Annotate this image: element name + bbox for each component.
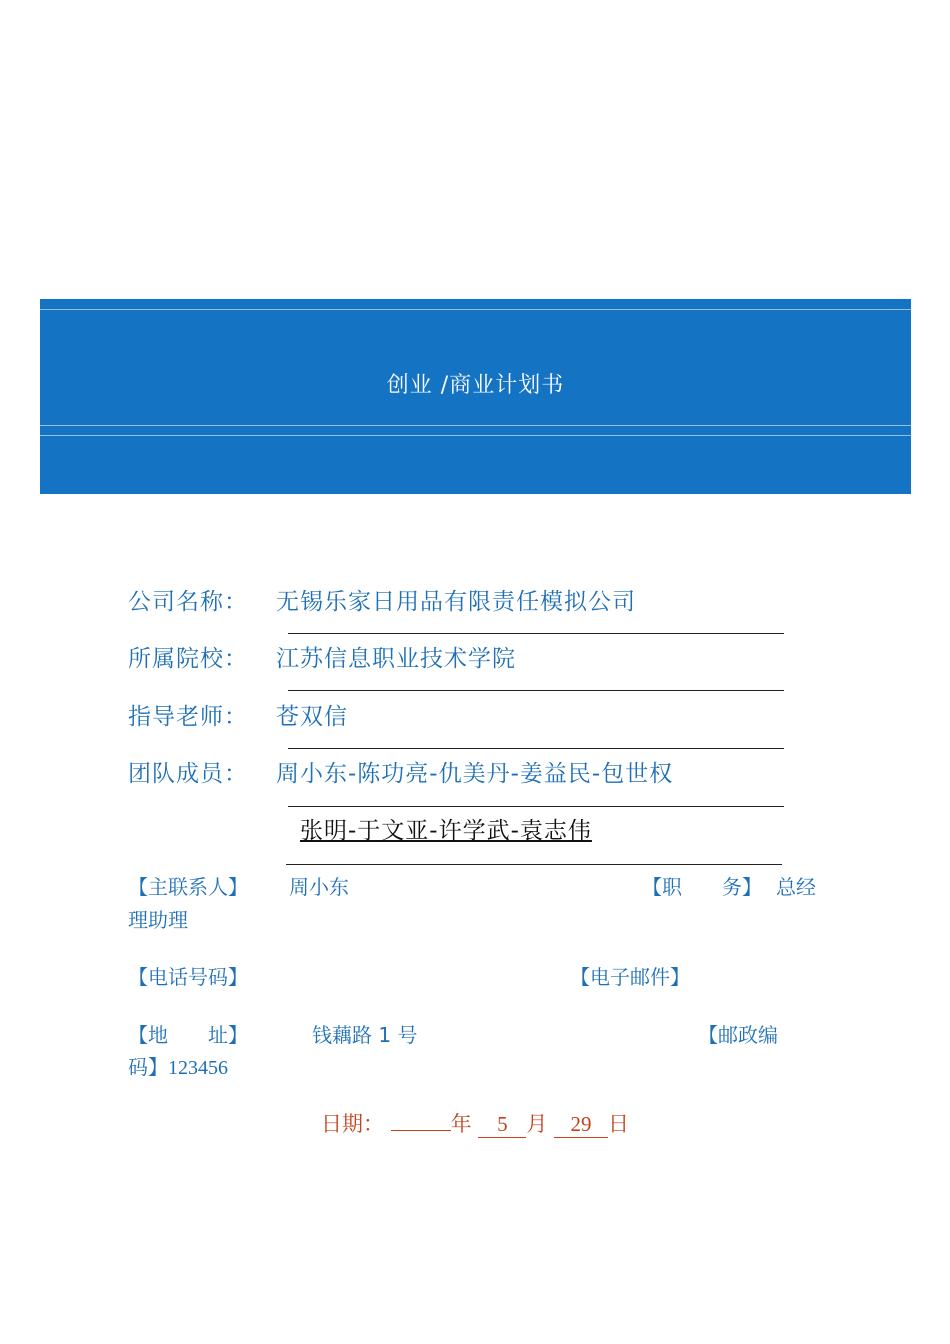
date-year-unit: 年	[450, 1112, 472, 1136]
advisor-underline	[288, 748, 784, 749]
banner-divider-middle	[40, 425, 911, 426]
postal-value: 123456	[168, 1057, 228, 1079]
date-day-unit: 日	[608, 1112, 630, 1136]
company-value: 无锡乐家日用品有限责任模拟公司	[276, 589, 636, 615]
phone-label: 【电话号码】	[128, 965, 248, 989]
company-underline	[288, 633, 784, 634]
email-label: 【电子邮件】	[570, 965, 690, 989]
company-label: 公司名称：	[128, 589, 248, 615]
team-line2-underline	[286, 864, 782, 865]
banner-divider-lower	[40, 435, 911, 436]
team-row	[128, 755, 673, 788]
position-value-continued: 理助理	[128, 908, 188, 932]
date-month-unit: 月	[526, 1112, 548, 1136]
date-day-value: 29	[554, 1112, 608, 1138]
postal-label: 【邮政编	[698, 1023, 778, 1047]
team-label: 团队成员：	[128, 761, 248, 787]
date-label: 日期：	[320, 1112, 384, 1136]
team-underline	[288, 806, 784, 807]
team-value-line1: 周小东-陈功亮-仇美丹-姜益民-包世权	[276, 761, 674, 787]
date-year-blank	[391, 1130, 451, 1131]
title-banner	[40, 299, 911, 494]
date-month-value: 5	[478, 1112, 526, 1138]
school-label: 所属院校：	[128, 646, 248, 672]
school-value: 江苏信息职业技术学院	[276, 646, 516, 672]
document-title: 创业 /商业计划书	[386, 373, 565, 398]
main-contact-label: 【主联系人】	[128, 875, 248, 899]
school-row	[128, 640, 516, 673]
postal-row	[128, 1051, 228, 1080]
address-value: 钱藕路 1 号	[312, 1023, 418, 1047]
advisor-value: 苍双信	[276, 704, 348, 730]
position-label: 【职 务】	[642, 875, 762, 899]
main-contact-value: 周小东	[289, 875, 349, 899]
address-label: 【地 址】	[128, 1023, 248, 1047]
company-row	[128, 583, 636, 616]
postal-label-continued: 码】	[128, 1055, 168, 1079]
team-value-line2: 张明-于文亚-许学武-袁志伟	[300, 818, 592, 844]
banner-divider-top	[40, 309, 911, 310]
position-value: 总经	[776, 875, 816, 899]
advisor-label: 指导老师：	[128, 704, 248, 730]
school-underline	[288, 690, 784, 691]
date-line	[0, 1108, 950, 1138]
advisor-row	[128, 698, 348, 731]
